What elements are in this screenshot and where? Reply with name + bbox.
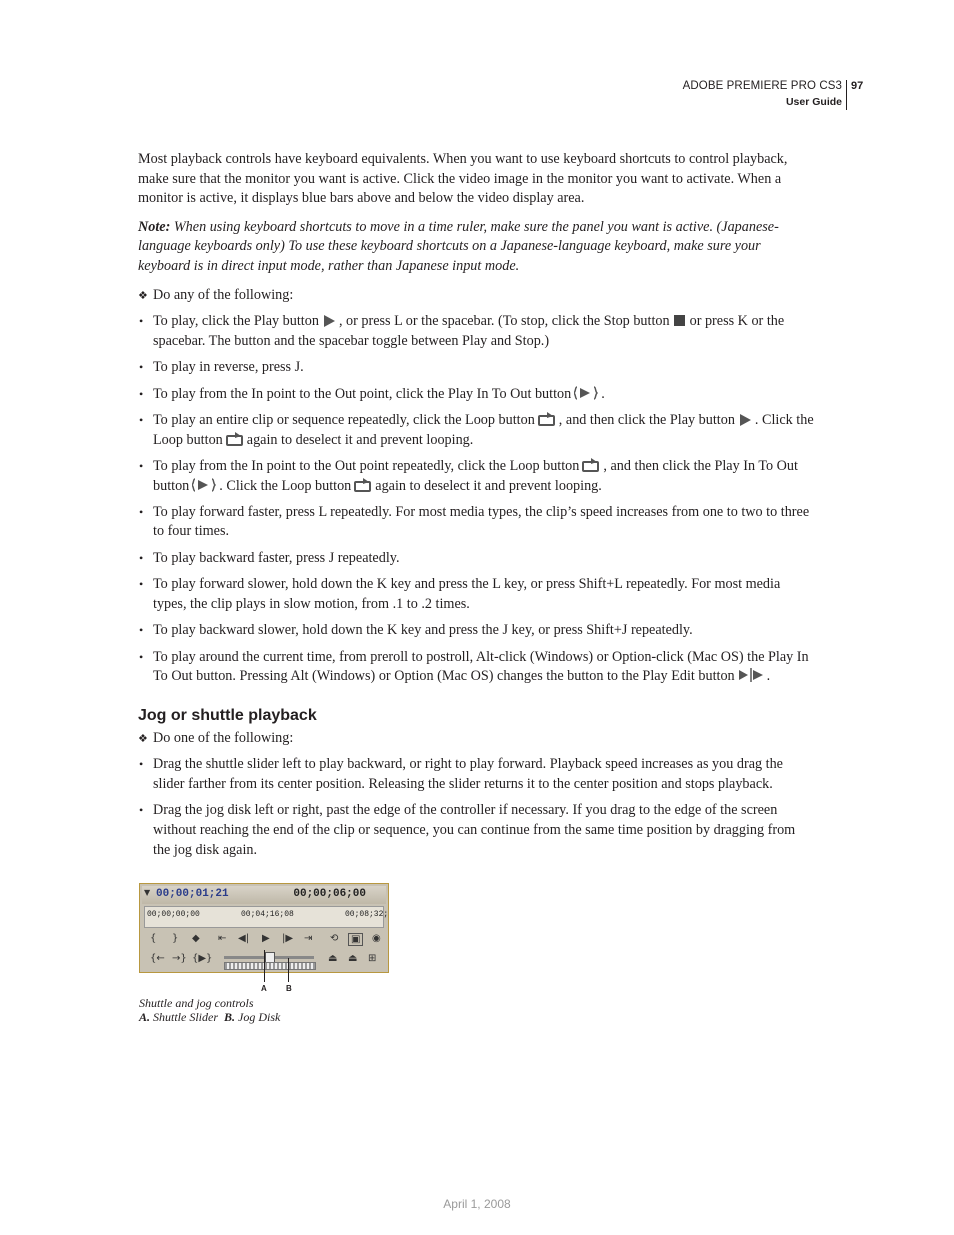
jog-list xyxy=(138,755,816,860)
step-any: ❖ Do any of the following: xyxy=(138,286,816,307)
header-title: ADOBE PREMIERE PRO CS3 xyxy=(682,80,842,92)
go-to-out-icon: ⇥ xyxy=(304,933,313,944)
callout-b-line xyxy=(288,958,289,982)
note-text: When using keyboard shortcuts to move in a time ruler, make sure the panel you want is active. (Japanese-language keyboards only) To use these keyboard shortcuts on a Japanese-language keyboard, make sure your keyboard is in direct input mode, rather than Japanese input mode. xyxy=(138,218,779,274)
play-in-to-out-icon: {▶} xyxy=(192,953,213,964)
current-timecode: 00;00;01;21 xyxy=(156,888,229,900)
caption-legend: A. Shuttle Slider B. Jog Disk xyxy=(139,1010,281,1024)
loop-icon: ⟲ xyxy=(330,933,339,944)
header-subtitle: User Guide xyxy=(785,96,842,108)
list-item: • To play around the current time, from preroll to postroll, Alt-click (Windows) or Option-click (Mac OS) the Play In To Out button. Pressing Alt (Windows) or Option (Mac OS) changes the button to the Play Edit button . xyxy=(138,648,816,687)
ruler-label: 00;00;00;00 xyxy=(147,910,200,919)
figure-caption xyxy=(139,996,280,1024)
go-prev-marker-icon: {← xyxy=(150,953,165,964)
stop-icon xyxy=(673,315,687,327)
note-label: Note: xyxy=(138,218,171,235)
list-item: • To play, click the Play button , or press L or the spacebar. (To stop, click the Stop button or press K or the spacebar. The button and the spacebar toggle between Play and Stop.) xyxy=(138,312,816,351)
intro-paragraph: Most playback controls have keyboard equivalents. When you want to use keyboard shortcuts to control playback, make sure that the monitor you want is active. Click the video image in the monitor you want to activate. When a monitor is active, it displays blue bars above and below the video display area. xyxy=(138,151,788,207)
play-icon: ▶ xyxy=(262,933,270,944)
go-to-in-icon: ⇤ xyxy=(218,933,227,944)
play-in-to-out-icon xyxy=(574,386,598,400)
step-one: ❖ Do one of the following: xyxy=(138,729,816,750)
callout-a-label: A xyxy=(261,984,267,993)
list-item: • To play backward slower, hold down the K key and press the J key, or press Shift+J repeatedly. xyxy=(138,621,816,641)
mark-in-icon: { xyxy=(150,933,157,944)
list-item: • To play from the In point to the Out point repeatedly, click the Loop button , and then click the Play In To Out button . Click the Loop button again to deselect it and prevent looping. xyxy=(138,457,816,496)
list-item: • Drag the shuttle slider left to play backward, or right to play forward. Playback speed increases as you drag the slider farther from its center position. Releasing the slider returns it to the center position and stops playback. xyxy=(138,755,816,794)
main-content xyxy=(138,150,816,867)
diamond-bullet-icon: ❖ xyxy=(138,289,148,302)
running-header xyxy=(683,78,842,110)
trim-icon: ⊞ xyxy=(368,953,377,964)
safe-margins-icon: ▣ xyxy=(348,933,363,946)
monitor-topbar xyxy=(142,886,386,904)
transport-row xyxy=(144,930,384,948)
collapse-triangle-icon: ▼ xyxy=(144,888,151,897)
list-item: • To play from the In point to the Out point, click the Play In To Out button . xyxy=(138,385,816,405)
ruler-label: 00;04;16;08 xyxy=(241,910,294,919)
play-edit-icon xyxy=(738,668,764,682)
step-back-icon: ◀| xyxy=(238,933,250,944)
list-item: • To play backward faster, press J repeatedly. xyxy=(138,549,816,569)
list-item: • To play an entire clip or sequence repeatedly, click the Loop button , and then click the Play button . Click the Loop button again to deselect it and prevent looping. xyxy=(138,411,816,450)
output-icon: ◉ xyxy=(372,933,381,944)
lift-icon: ⏏ xyxy=(328,953,338,964)
mark-out-icon: } xyxy=(172,933,179,944)
loop-icon xyxy=(354,478,372,492)
step-forward-icon: |▶ xyxy=(282,933,294,944)
time-ruler xyxy=(144,906,389,928)
extract-icon: ⏏ xyxy=(348,953,358,964)
play-in-to-out-icon xyxy=(192,478,216,492)
loop-icon xyxy=(538,412,556,426)
ruler-label: 00;08;32; xyxy=(345,910,389,919)
footer-date: April 1, 2008 xyxy=(443,1197,511,1211)
callout-b-label: B xyxy=(286,984,292,993)
list-item: • Drag the jog disk left or right, past the edge of the controller if necessary. If you drag to the edge of the screen without reaching the end of the clip or sequence, you can continue from the same time position by dragging from the jog disk again. xyxy=(138,801,816,860)
note-paragraph xyxy=(138,218,816,277)
marker-icon: ◆ xyxy=(192,933,200,944)
diamond-bullet-icon: ❖ xyxy=(138,732,148,745)
caption-title: Shuttle and jog controls xyxy=(139,996,254,1010)
duration-timecode: 00;00;06;00 xyxy=(293,888,366,900)
header-divider xyxy=(846,80,847,110)
list-item: • To play forward slower, hold down the K key and press the L key, or press Shift+L repeatedly. For most media types, the clip plays in slow motion, from .1 to .2 times. xyxy=(138,575,816,614)
play-icon xyxy=(322,315,336,327)
list-item: • To play forward faster, press L repeatedly. For most media types, the clip’s speed increases from one to two to three to four times. xyxy=(138,503,816,542)
section-heading: Jog or shuttle playback xyxy=(138,706,317,724)
jog-disk[interactable] xyxy=(224,962,316,970)
playback-list xyxy=(138,312,816,687)
loop-icon xyxy=(582,458,600,472)
page-number: 97 xyxy=(851,80,864,92)
callout-a-line xyxy=(264,950,265,982)
list-item: • To play in reverse, press J. xyxy=(138,358,816,378)
loop-icon xyxy=(226,432,244,446)
play-icon xyxy=(738,414,752,426)
go-next-marker-icon: →} xyxy=(172,953,187,964)
